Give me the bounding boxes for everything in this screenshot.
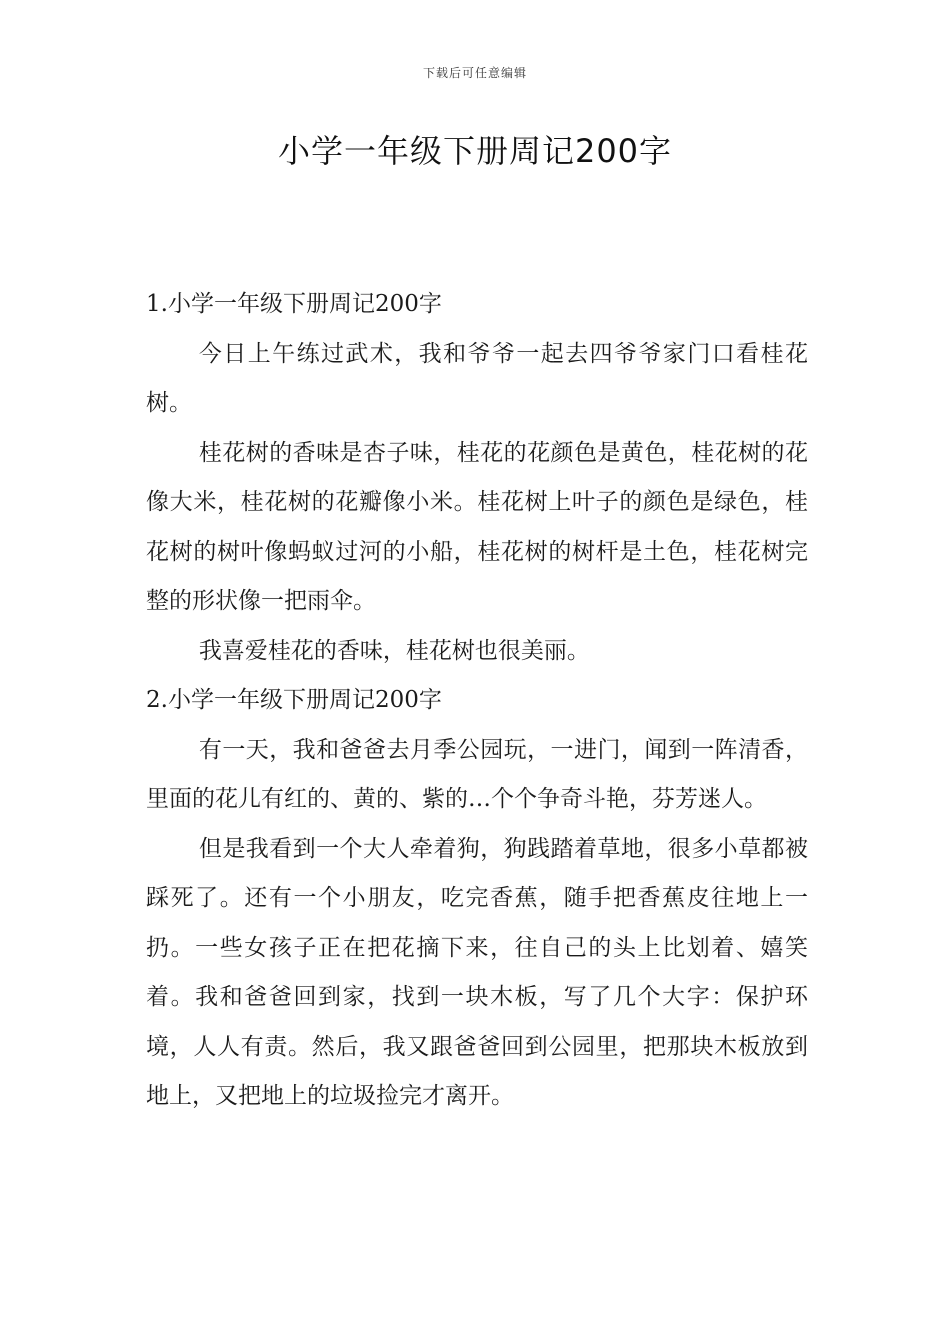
document-body bbox=[146, 280, 808, 1122]
section-heading-2: 2.小学一年级下册周记200字 bbox=[146, 687, 442, 713]
header-note: 下载后可任意编辑 bbox=[422, 66, 527, 80]
paragraph: 桂花树的香味是杏子味，桂花的花颜色是黄色，桂花树的花像大米，桂花树的花瓣像小米。桂花树上叶子的颜色是绿色，桂花树的树叶像蚂蚁过河的小船，桂花树的树杆是土色，桂花树完整的形状像一把雨伞。 bbox=[146, 439, 808, 614]
section-heading-1: 1.小学一年级下册周记200字 bbox=[146, 291, 442, 317]
page-title: 小学一年级下册周记200字 bbox=[277, 132, 673, 170]
paragraph: 但是我看到一个大人牵着狗，狗践踏着草地，很多小草都被踩死了。还有一个小朋友，吃完香蕉，随手把香蕉皮往地上一扔。一些女孩子正在把花摘下来，往自己的头上比划着、嬉笑着。我和爸爸回到家，找到一块木板，写了几个大字：保护环境，人人有责。然后，我又跟爸爸回到公园里，把那块木板放到地上，又把地上的垃圾捡完才离开。 bbox=[146, 835, 808, 1109]
paragraph: 我喜爱桂花的香味，桂花树也很美丽。 bbox=[198, 637, 590, 664]
paragraph: 今日上午练过武术，我和爷爷一起去四爷爷家门口看桂花树。 bbox=[146, 340, 808, 416]
paragraph: 有一天，我和爸爸去月季公园玩，一进门，闻到一阵清香，里面的花儿有红的、黄的、紫的…个个争奇斗艳，芬芳迷人。 bbox=[146, 736, 808, 812]
